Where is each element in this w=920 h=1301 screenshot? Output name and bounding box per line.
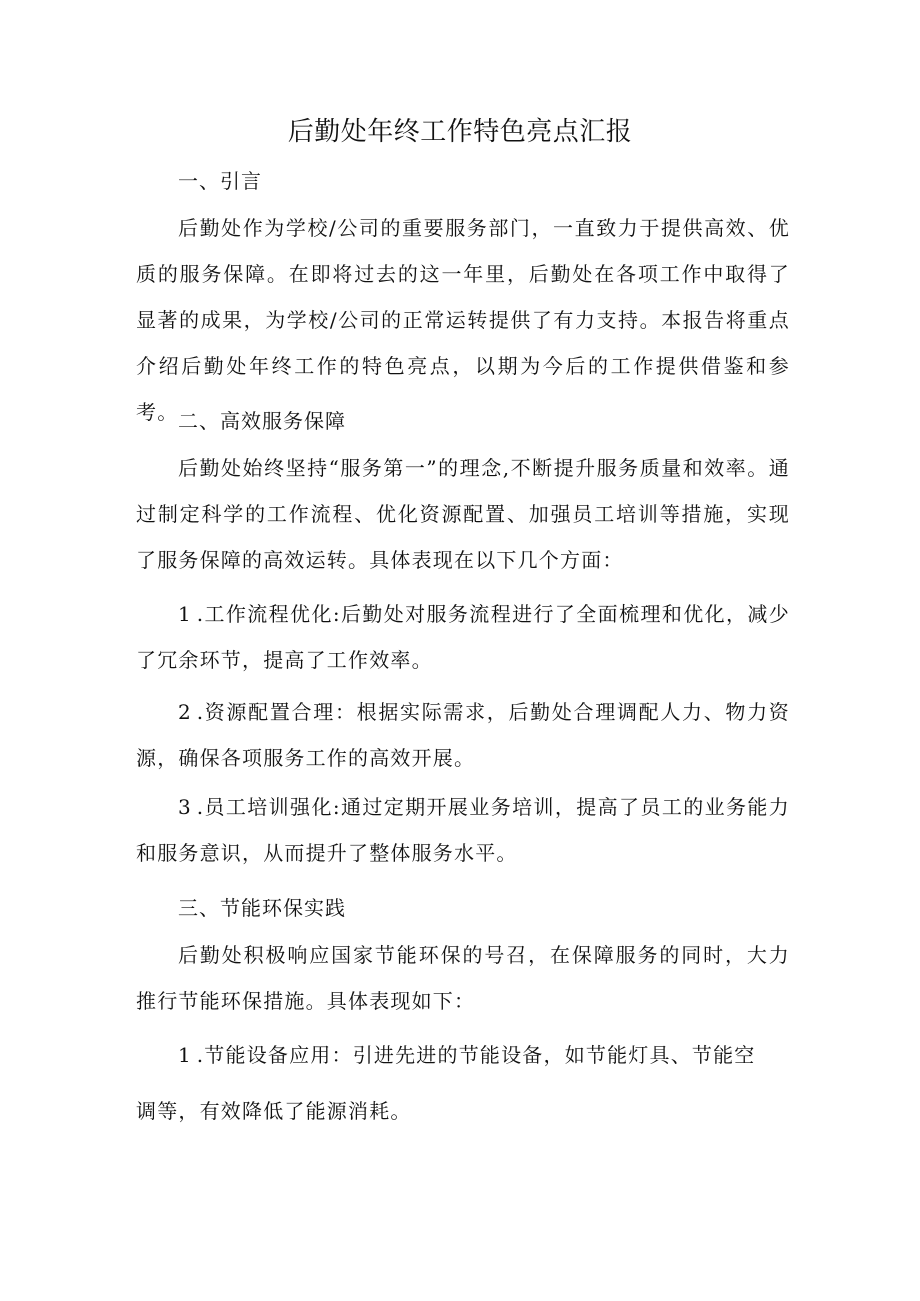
list-item-text: .员工培训强化:通过定期开展业务培训，提高了员工的业务能力和服务意识，从而提升了整体服务水平。 <box>136 795 790 865</box>
list-item <box>136 689 790 781</box>
list-item <box>136 591 790 683</box>
energy-saving-paragraph: 后勤处积极响应国家节能环保的号召，在保障服务的同时，大力推行节能环保措施。具体表现如下： <box>136 943 790 1013</box>
section-heading-efficient-service: 二、高效服务保障 <box>178 409 346 433</box>
list-item-number: 1 <box>178 1043 197 1067</box>
list-item-text: .工作流程优化:后勤处对服务流程进行了全面梳理和优化，减少了冗余环节，提高了工作效率。 <box>136 602 790 672</box>
list-item-number: 3 <box>178 795 197 819</box>
list-item-text: .节能设备应用：引进先进的节能设备，如节能灯具、节能空 <box>196 1043 756 1067</box>
list-item-text: .资源配置合理：根据实际需求，后勤处合理调配人力、物力资源，确保各项服务工作的高效开展。 <box>136 700 790 770</box>
efficient-service-paragraph: 后勤处始终坚持“服务第一”的理念,不断提升服务质量和效率。通过制定科学的工作流程、优化资源配置、加强员工培训等措施，实现了服务保障的高效运转。具体表现在以下几个方面： <box>136 456 790 572</box>
section-heading-introduction: 一、引言 <box>178 169 262 193</box>
section-heading-energy-saving: 三、节能环保实践 <box>178 896 346 920</box>
list-item-number: 2 <box>178 700 197 724</box>
document-title: 后勤处年终工作特色亮点汇报 <box>287 117 633 147</box>
list-item <box>136 784 790 876</box>
list-item <box>178 1040 756 1070</box>
introduction-paragraph: 后勤处作为学校/公司的重要服务部门，一直致力于提供高效、优质的服务保障。在即将过去的这一年里，后勤处在各项工作中取得了显著的成果，为学校/公司的正常运转提供了有力支持。本报告将重点介绍后勤处年终工作的特色亮点，以期为今后的工作提供借鉴和参考。 <box>136 216 790 424</box>
list-item-number: 1 <box>178 602 197 626</box>
list-item-continuation: 调等，有效降低了能源消耗。 <box>136 1099 412 1123</box>
